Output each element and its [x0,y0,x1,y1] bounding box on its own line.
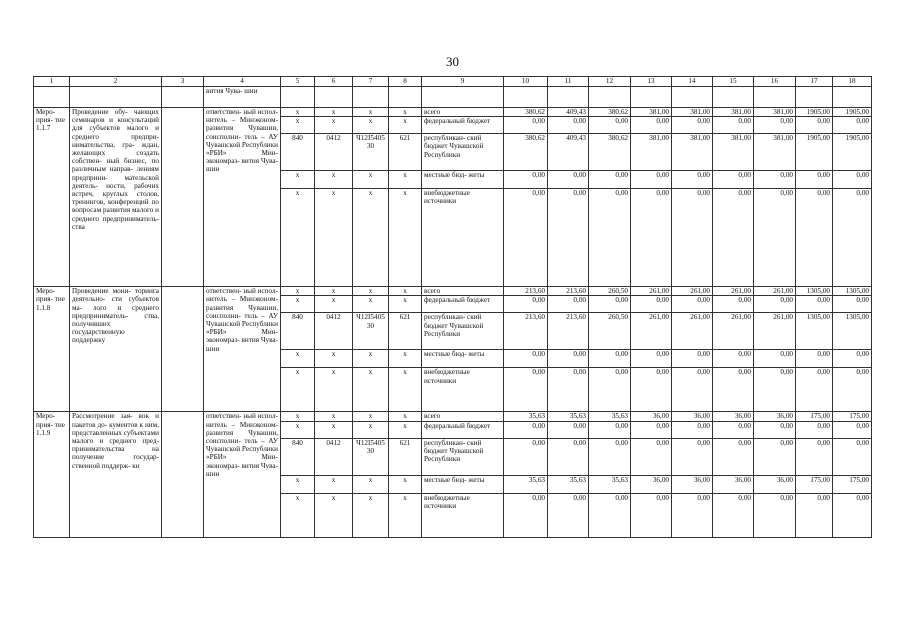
amount-cell: 381,00 [754,134,796,171]
amount-cell: 35,63 [589,412,631,421]
column-number: 15 [713,77,754,87]
amount-cell: 0,00 [833,171,872,189]
amount-cell: 409,43 [548,134,589,171]
amount-cell: 213,60 [548,313,589,350]
column-number: 5 [281,77,315,87]
amount-cell: 0,00 [631,368,672,412]
amount-cell: 0,00 [631,421,672,438]
target-article-code: x [353,475,389,493]
amount-cell: 261,00 [713,287,754,296]
amount-cell: 1305,00 [796,287,833,296]
amount-cell: 0,00 [713,189,754,287]
section-code: x [315,189,353,287]
grbs-code: x [281,296,315,313]
funding-source: внебюджетные источники [422,189,504,287]
column-number: 3 [162,77,204,87]
column-number: 18 [833,77,872,87]
amount-cell: 0,00 [504,350,548,368]
target-article-code: x [353,421,389,438]
target-article-code: x [353,368,389,412]
amount-cell: 35,63 [548,475,589,493]
executor-cell: ответствен- ный испол- нитель – Минэконом- развития Чувашии, соисполни- тель – АУ Чувашской Республики «РБИ» Мин- экономраз- вития Чува- шии [204,108,281,287]
amount-cell: 0,00 [672,189,713,287]
funding-source: местные бюд- жеты [422,350,504,368]
amount-cell: 0,00 [589,171,631,189]
amount-cell: 0,00 [833,117,872,134]
amount-cell: 0,00 [548,296,589,313]
column-number: 4 [204,77,281,87]
amount-cell: 0,00 [833,189,872,287]
amount-cell: 0,00 [548,350,589,368]
amount-cell: 0,00 [713,438,754,475]
column-number: 1 [34,77,70,87]
amount-cell: 0,00 [672,368,713,412]
expense-type-code: x [389,189,422,287]
amount-cell: 0,00 [713,368,754,412]
amount-cell: 213,60 [504,287,548,296]
amount-cell: 381,00 [631,108,672,117]
amount-cell: 0,00 [672,438,713,475]
amount-cell: 260,50 [589,287,631,296]
funding-source: всего [422,412,504,421]
funding-source: местные бюд- жеты [422,475,504,493]
section-code: x [315,287,353,296]
empty-cell [315,87,353,108]
amount-cell: 1905,00 [796,134,833,171]
column-number: 14 [672,77,713,87]
amount-cell: 0,00 [504,421,548,438]
amount-cell: 261,00 [631,287,672,296]
expense-type-code: x [389,117,422,134]
target-article-code: x [353,117,389,134]
amount-cell: 36,00 [631,412,672,421]
empty-cell [281,87,315,108]
amount-cell: 1305,00 [833,287,872,296]
measure-name: Рассмотрение зая- вок и пакетов до- кументов к ним, представленных субъектами малого и среднего пред- принимательства на получение государ- ственной поддерж- ки [70,412,162,537]
funding-source: федеральный бюджет [422,421,504,438]
grbs-code: 840 [281,134,315,171]
amount-cell: 0,00 [631,171,672,189]
expense-type-code: x [389,171,422,189]
section-code: x [315,171,353,189]
amount-cell: 0,00 [548,438,589,475]
grbs-code: x [281,108,315,117]
executor-cell: ответствен- ный испол- нитель – Минэконом- развития Чувашии, соисполни- тель – АУ Чувашской Республики «РБИ» Мин- экономраз- вития Чува- шии [204,287,281,412]
amount-cell: 1905,00 [833,134,872,171]
amount-cell: 0,00 [548,171,589,189]
amount-cell: 0,00 [754,438,796,475]
amount-cell: 0,00 [833,368,872,412]
column-number: 12 [589,77,631,87]
amount-cell: 261,00 [754,313,796,350]
section-code: x [315,475,353,493]
amount-cell: 175,00 [796,412,833,421]
funding-source: республикан- ский бюджет Чувашской Республики [422,313,504,350]
amount-cell: 0,00 [796,493,833,537]
amount-cell: 0,00 [754,421,796,438]
amount-cell: 0,00 [589,421,631,438]
amount-cell: 0,00 [796,438,833,475]
measure-id: Меро- прия- тие 1.1.8 [34,287,70,412]
funding-source: республикан- ский бюджет Чувашской Республики [422,134,504,171]
amount-cell: 1905,00 [833,108,872,117]
grbs-code: x [281,421,315,438]
empty-cell [389,87,422,108]
amount-cell: 261,00 [672,313,713,350]
target-article-code: x [353,287,389,296]
amount-cell: 380,62 [504,108,548,117]
grbs-code: x [281,368,315,412]
empty-cell [754,87,796,108]
funding-source: федеральный бюджет [422,296,504,313]
amount-cell: 0,00 [754,368,796,412]
measure-id: Меро- прия- тие 1.1.7 [34,108,70,287]
amount-cell: 381,00 [631,134,672,171]
amount-cell: 0,00 [833,350,872,368]
grbs-code: x [281,171,315,189]
amount-cell: 0,00 [754,350,796,368]
table-row [34,108,872,117]
target-article-code: x [353,108,389,117]
amount-cell: 0,00 [754,189,796,287]
amount-cell: 0,00 [589,117,631,134]
expense-type-code: x [389,412,422,421]
column-number: 13 [631,77,672,87]
amount-cell: 0,00 [672,350,713,368]
amount-cell: 0,00 [631,350,672,368]
amount-cell: 175,00 [796,475,833,493]
amount-cell: 0,00 [833,296,872,313]
amount-cell: 36,00 [672,475,713,493]
amount-cell: 0,00 [548,421,589,438]
section-code: 0412 [315,313,353,350]
amount-cell: 0,00 [631,117,672,134]
grbs-code: x [281,475,315,493]
expense-type-code: 621 [389,438,422,475]
amount-cell: 0,00 [548,189,589,287]
amount-cell: 0,00 [713,296,754,313]
amount-cell: 0,00 [713,117,754,134]
section-code: x [315,368,353,412]
amount-cell: 35,63 [504,412,548,421]
executor-cell: вития Чува- шии [204,87,281,108]
grbs-code: 840 [281,438,315,475]
expense-type-code: x [389,350,422,368]
amount-cell: 0,00 [504,296,548,313]
column-number: 17 [796,77,833,87]
amount-cell: 0,00 [631,296,672,313]
amount-cell: 35,63 [548,412,589,421]
amount-cell: 381,00 [713,134,754,171]
amount-cell: 0,00 [672,493,713,537]
funding-source: местные бюд- жеты [422,171,504,189]
amount-cell: 36,00 [631,475,672,493]
column-number: 7 [353,77,389,87]
grbs-code: x [281,189,315,287]
column-number: 8 [389,77,422,87]
amount-cell: 381,00 [672,134,713,171]
amount-cell: 381,00 [713,108,754,117]
empty-cell [162,412,204,537]
expense-type-code: x [389,475,422,493]
column-number: 11 [548,77,589,87]
column-number: 6 [315,77,353,87]
amount-cell: 0,00 [754,117,796,134]
amount-cell: 36,00 [713,412,754,421]
section-code: x [315,421,353,438]
amount-cell: 36,00 [713,475,754,493]
amount-cell: 1305,00 [833,313,872,350]
amount-cell: 0,00 [833,438,872,475]
expense-type-code: x [389,108,422,117]
table-row [34,412,872,421]
amount-cell: 0,00 [672,171,713,189]
amount-cell: 0,00 [713,493,754,537]
executor-cell: ответствен- ный испол- нитель – Минэконом- развития Чувашии, соисполни- тель – АУ Чувашской Республики «РБИ» Мин- экономраз- вития Чува- шии [204,412,281,537]
amount-cell: 380,62 [589,134,631,171]
amount-cell: 0,00 [504,117,548,134]
amount-cell: 0,00 [754,296,796,313]
section-code: x [315,350,353,368]
empty-cell [162,108,204,287]
empty-cell [34,87,70,108]
amount-cell: 0,00 [796,350,833,368]
expense-type-code: x [389,296,422,313]
amount-cell: 0,00 [504,493,548,537]
target-article-code: x [353,189,389,287]
amount-cell: 0,00 [796,296,833,313]
expense-type-code: x [389,421,422,438]
amount-cell: 213,60 [548,287,589,296]
empty-cell [70,87,162,108]
grbs-code: x [281,350,315,368]
amount-cell: 409,43 [548,108,589,117]
grbs-code: 840 [281,313,315,350]
amount-cell: 0,00 [548,117,589,134]
amount-cell: 0,00 [833,493,872,537]
amount-cell: 0,00 [796,117,833,134]
column-number: 10 [504,77,548,87]
amount-cell: 0,00 [672,421,713,438]
page-number: 30 [446,54,459,69]
amount-cell: 36,00 [754,475,796,493]
section-code: x [315,117,353,134]
amount-cell: 0,00 [796,189,833,287]
amount-cell: 1905,00 [796,108,833,117]
target-article-code: x [353,412,389,421]
expense-type-code: x [389,368,422,412]
empty-cell [504,87,548,108]
amount-cell: 35,63 [504,475,548,493]
budget-table [33,76,872,538]
amount-cell: 36,00 [672,412,713,421]
amount-cell: 0,00 [548,493,589,537]
amount-cell: 35,63 [589,475,631,493]
empty-cell [353,87,389,108]
amount-cell: 0,00 [589,368,631,412]
section-code: 0412 [315,134,353,171]
amount-cell: 213,60 [504,313,548,350]
amount-cell: 36,00 [754,412,796,421]
amount-cell: 0,00 [589,493,631,537]
section-code: x [315,412,353,421]
amount-cell: 261,00 [672,287,713,296]
empty-cell [162,87,204,108]
amount-cell: 261,00 [631,313,672,350]
empty-cell [796,87,833,108]
target-article-code: x [353,493,389,537]
funding-source: всего [422,287,504,296]
expense-type-code: 621 [389,313,422,350]
amount-cell: 175,00 [833,412,872,421]
grbs-code: x [281,287,315,296]
empty-cell [631,87,672,108]
amount-cell: 260,50 [589,313,631,350]
grbs-code: x [281,117,315,134]
empty-cell [162,287,204,412]
amount-cell: 0,00 [504,189,548,287]
amount-cell: 380,62 [504,134,548,171]
amount-cell: 0,00 [504,438,548,475]
amount-cell: 0,00 [548,368,589,412]
amount-cell: 0,00 [672,117,713,134]
measure-id: Меро- прия- тие 1.1.9 [34,412,70,537]
target-article-code: Ч12I5405 30 [353,313,389,350]
empty-cell [713,87,754,108]
funding-source: всего [422,108,504,117]
funding-source: внебюджетные источники [422,493,504,537]
amount-cell: 0,00 [504,368,548,412]
continuation-row [34,87,872,108]
funding-source: республикан- ский бюджет Чувашской Республики [422,438,504,475]
amount-cell: 0,00 [672,296,713,313]
amount-cell: 0,00 [631,493,672,537]
expense-type-code: 621 [389,134,422,171]
amount-cell: 381,00 [754,108,796,117]
amount-cell: 0,00 [713,171,754,189]
empty-cell [422,87,504,108]
column-number: 9 [422,77,504,87]
column-number: 16 [754,77,796,87]
expense-type-code: x [389,287,422,296]
target-article-code: Ч12I5405 30 [353,134,389,171]
amount-cell: 261,00 [754,287,796,296]
amount-cell: 0,00 [589,296,631,313]
expense-type-code: x [389,493,422,537]
section-code: 0412 [315,438,353,475]
amount-cell: 1305,00 [796,313,833,350]
amount-cell: 381,00 [672,108,713,117]
amount-cell: 0,00 [631,438,672,475]
amount-cell: 0,00 [589,189,631,287]
empty-cell [548,87,589,108]
amount-cell: 0,00 [713,421,754,438]
empty-cell [589,87,631,108]
target-article-code: Ч12I5405 30 [353,438,389,475]
measure-name: Проведение мони- торинга деятельно- сти субъектов ма- лого и среднего предприниматель- ства, получивших государственную поддержку [70,287,162,412]
amount-cell: 175,00 [833,475,872,493]
amount-cell: 0,00 [796,421,833,438]
section-code: x [315,296,353,313]
empty-cell [833,87,872,108]
grbs-code: x [281,493,315,537]
column-number: 2 [70,77,162,87]
amount-cell: 0,00 [504,171,548,189]
amount-cell: 0,00 [754,171,796,189]
amount-cell: 0,00 [589,350,631,368]
amount-cell: 0,00 [713,350,754,368]
amount-cell: 0,00 [754,493,796,537]
measure-name: Проведение обу- чающих семинаров и консультаций для субъектов малого и среднего предпри- нимательства, гра- ждан, желающих создать собствен- ный бизнес, по различным направ- лениям предприни- мательской деятель- ности, рабочих встреч, круглых столов, тренингов, конференций по вопросам развития малого и среднего предприниматель- ства [70,108,162,287]
amount-cell: 261,00 [713,313,754,350]
target-article-code: x [353,296,389,313]
column-number-row [34,77,872,87]
amount-cell: 0,00 [589,438,631,475]
section-code: x [315,108,353,117]
empty-cell [672,87,713,108]
target-article-code: x [353,350,389,368]
amount-cell: 0,00 [833,421,872,438]
table-row [34,287,872,296]
amount-cell: 0,00 [796,171,833,189]
funding-source: федеральный бюджет [422,117,504,134]
section-code: x [315,493,353,537]
amount-cell: 380,62 [589,108,631,117]
amount-cell: 0,00 [631,189,672,287]
target-article-code: x [353,171,389,189]
amount-cell: 0,00 [796,368,833,412]
funding-source: внебюджетные источники [422,368,504,412]
grbs-code: x [281,412,315,421]
